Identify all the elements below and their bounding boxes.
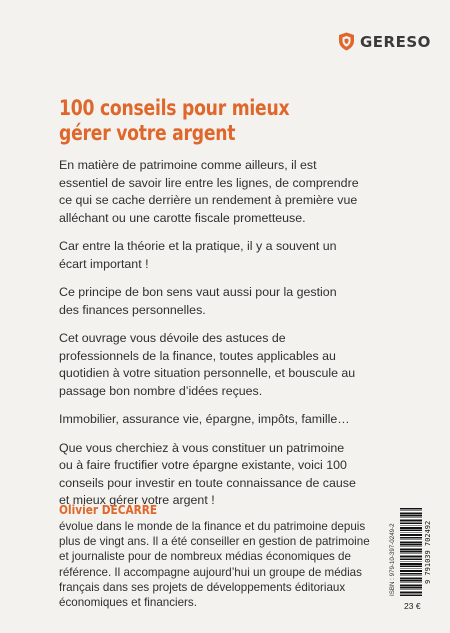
barcode-image [400,508,422,596]
paragraph: Cet ouvrage vous dévoile des astuces de professionnels de la finance, toutes applicables au quotidien à votre situation personnelle, et bouscule au passage bon nombre d’idées reçues. [59,331,356,398]
publisher-name: GERESO [360,32,431,51]
author-name: Olivier DECARRE [59,503,158,517]
book-title [59,96,321,146]
paragraph: En matière de patrimoine comme ailleurs, il est essentiel de savoir lire entre les lignes, de comprendre ce qui se cache derrière un rendement à première vue alléchant ou une carotte fiscale prometteuse. [59,158,359,225]
back-cover-text [59,157,359,521]
paragraph: Immobilier, assurance vie, épargne, impôts, famille… [59,412,350,426]
title-line-2: gérer votre argent [59,121,236,145]
paragraph: Car entre la théorie et la pratique, il y a souvent un écart important ! [59,239,337,271]
author-bio: évolue dans le monde de la finance et du patrimoine depuis plus de vingt ans. Il a été conseiller en gestion de patrimoine et journaliste pour de nombreux médias économiques de référence. Il accompagne aujourd’hui un groupe de médias français dans ses projets de développements éditoriaux économiques et financiers. [59,520,370,610]
paragraph: Ce principe de bon sens vaut aussi pour la gestion des finances personnelles. [59,285,337,317]
isbn-label: ISBN : 979-10-397-0249-2 [389,523,396,596]
barcode-number: 9 791039 702492 [424,520,432,584]
price-label: 23 € [404,601,421,611]
shield-icon [338,32,355,51]
title-line-1: 100 conseils pour mieux [59,96,290,120]
publisher-logo [338,32,431,51]
paragraph: Que vous cherchiez à vous constituer un patrimoine ou à faire fructifier votre épargne existante, voici 100 conseils pour investir en toute connaissance de cause et mieux gérer votre argent ! [59,440,356,507]
barcode-block [388,508,436,618]
